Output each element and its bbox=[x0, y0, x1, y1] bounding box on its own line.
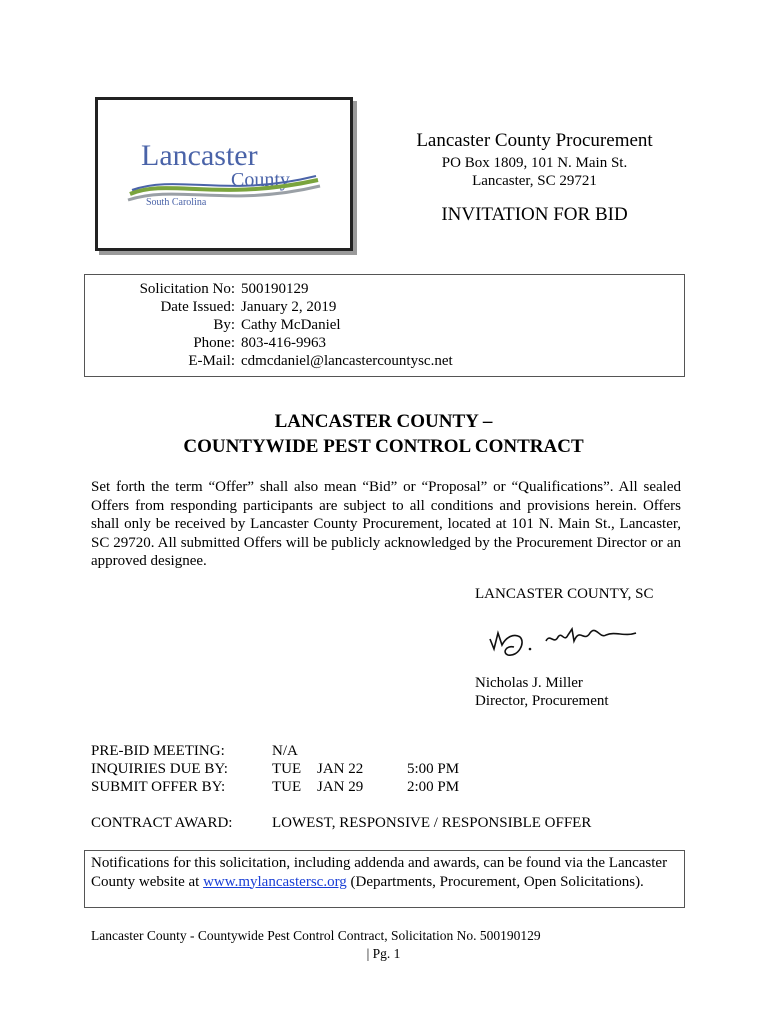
agency-name: Lancaster County Procurement bbox=[416, 130, 653, 151]
email-row bbox=[85, 352, 684, 370]
logo-word-county: County bbox=[231, 169, 290, 191]
county-logo bbox=[95, 97, 353, 251]
date-issued-row bbox=[85, 298, 684, 316]
signoff-county: LANCASTER COUNTY, SC bbox=[475, 586, 654, 602]
document-type: INVITATION FOR BID bbox=[441, 204, 628, 225]
logo-word-south-carolina: South Carolina bbox=[146, 197, 207, 208]
issued-by-row bbox=[85, 316, 684, 334]
logo-graphic bbox=[98, 100, 350, 248]
inquiries-date: JAN 22 bbox=[317, 761, 364, 777]
phone-number: 803-416-9963 bbox=[241, 335, 326, 351]
notification-box bbox=[84, 850, 685, 908]
intro-paragraph: Set forth the term “Offer” shall also mean “Bid” or “Proposal” or “Qualifications”. All sealed Offers from responding participants are subject to all conditions and provisions herein. Offers shall only be received by Lancaster County Procurement, located at 101 N. Main St., Lancaster, SC 29720. All submitted Offers will be publicly acknowledged by the Procurement Director or an approved designee. bbox=[91, 479, 681, 570]
info-label: Date Issued: bbox=[160, 299, 235, 315]
contract-title-line2: COUNTYWIDE PEST CONTROL CONTRACT bbox=[183, 436, 584, 457]
handwritten-signature bbox=[484, 619, 644, 665]
award-label: CONTRACT AWARD: bbox=[91, 815, 233, 831]
email-address: cdmcdaniel@lancastercountysc.net bbox=[241, 353, 453, 369]
logo-word-lancaster: Lancaster bbox=[141, 139, 258, 172]
inquiries-day: TUE bbox=[272, 761, 302, 777]
agency-address-line2: Lancaster, SC 29721 bbox=[472, 173, 597, 189]
website-link[interactable]: www.mylancastersc.org bbox=[203, 873, 347, 890]
solicitation-number: 500190129 bbox=[241, 281, 309, 297]
info-label: E-Mail: bbox=[188, 353, 235, 369]
notification-prefix: Notifications for this solicitation, including addenda and awards, can be found via the Lancaster County website at bbox=[91, 855, 668, 890]
footer-text: Lancaster County - Countywide Pest Control Contract, Solicitation No. 500190129 bbox=[91, 928, 541, 943]
info-label: Phone: bbox=[193, 335, 235, 351]
solicitation-number-row bbox=[85, 280, 684, 298]
signer-name: Nicholas J. Miller bbox=[475, 675, 583, 691]
info-label: Solicitation No: bbox=[139, 281, 235, 297]
info-label: By: bbox=[213, 317, 235, 333]
submit-day: TUE bbox=[272, 779, 302, 795]
prebid-label: PRE-BID MEETING: bbox=[91, 743, 225, 759]
solicitation-info-box bbox=[84, 274, 685, 377]
page-number: | Pg. 1 bbox=[366, 946, 401, 961]
phone-row bbox=[85, 334, 684, 352]
inquiries-label: INQUIRIES DUE BY: bbox=[91, 761, 228, 777]
award-value: LOWEST, RESPONSIVE / RESPONSIBLE OFFER bbox=[272, 815, 592, 831]
agency-address-line1: PO Box 1809, 101 N. Main St. bbox=[441, 155, 628, 171]
prebid-value: N/A bbox=[272, 743, 298, 759]
notification-suffix: (Departments, Procurement, Open Solicitations). bbox=[346, 873, 644, 890]
contract-title-line1: LANCASTER COUNTY – bbox=[274, 411, 493, 432]
submit-time: 2:00 PM bbox=[407, 779, 460, 795]
submit-date: JAN 29 bbox=[317, 779, 364, 795]
inquiries-time: 5:00 PM bbox=[407, 761, 460, 777]
submit-label: SUBMIT OFFER BY: bbox=[91, 779, 226, 795]
date-issued: January 2, 2019 bbox=[241, 299, 337, 315]
notification-text bbox=[91, 854, 676, 891]
signer-title: Director, Procurement bbox=[475, 693, 609, 709]
issued-by: Cathy McDaniel bbox=[241, 317, 341, 333]
